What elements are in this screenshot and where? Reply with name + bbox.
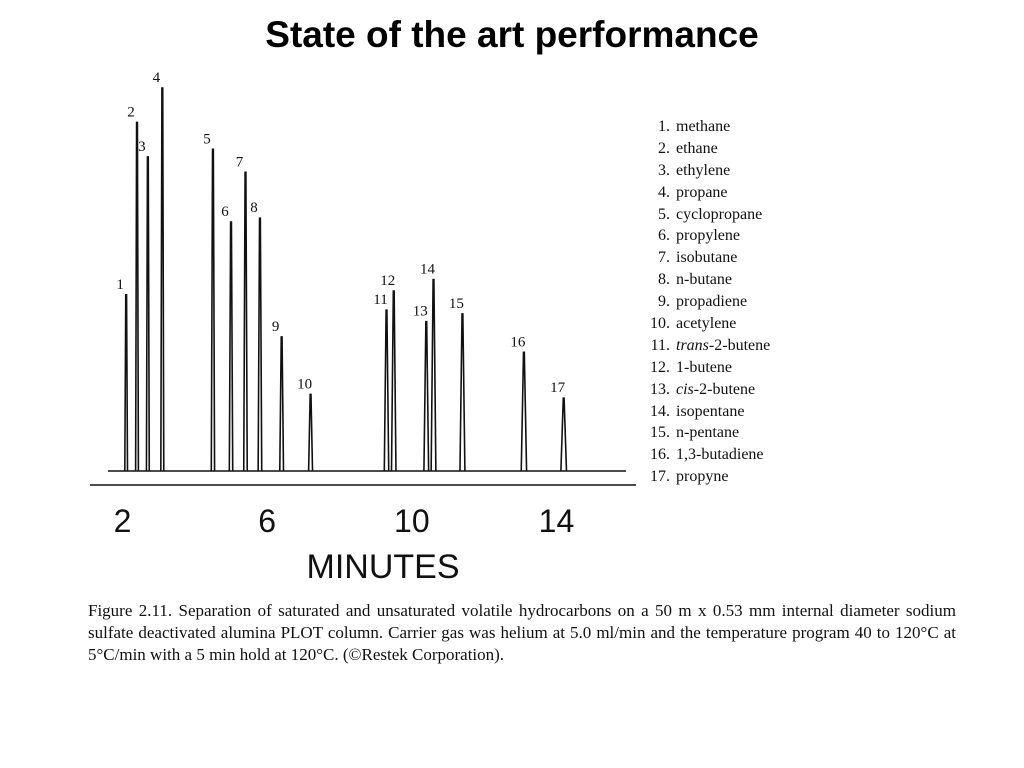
peak-12	[391, 291, 395, 471]
peak-label-5: 5	[203, 131, 211, 148]
peak-16	[521, 352, 526, 471]
legend-item-number: 12.	[650, 358, 670, 376]
legend-item	[640, 379, 770, 401]
peak-label-8: 8	[250, 200, 258, 217]
peak-17	[561, 398, 567, 471]
peak-label-4: 4	[152, 70, 161, 86]
x-tick-label-2: 2	[113, 503, 132, 539]
legend-item-name: cyclopropane	[676, 205, 763, 223]
peak-9	[280, 337, 284, 471]
legend-item-name: propadiene	[676, 293, 748, 311]
legend-item	[640, 444, 770, 466]
legend-item-number: 9.	[658, 293, 670, 311]
x-axis-title: MINUTES	[306, 548, 460, 586]
peak-6	[229, 222, 232, 471]
legend-item-number: 13.	[650, 380, 670, 398]
legend-item	[640, 422, 770, 444]
legend-item-number: 2.	[658, 139, 670, 157]
legend-item	[640, 182, 770, 204]
legend-item-number: 8.	[658, 271, 670, 289]
legend-item-name: acetylene	[676, 315, 737, 333]
peak-15	[460, 314, 465, 471]
peaks-layer	[125, 88, 567, 471]
legend-item	[640, 204, 770, 226]
peak-13	[424, 322, 429, 471]
legend-item-number: 10.	[650, 315, 670, 333]
legend-item-name: propylene	[676, 227, 740, 245]
peak-label-15: 15	[448, 295, 464, 312]
legend-item-name: 1-butene	[676, 358, 732, 376]
legend-item	[640, 291, 770, 313]
legend-item-name: n-pentane	[676, 424, 740, 442]
legend-item-name: ethylene	[676, 161, 731, 179]
legend-item-name: -2-butene	[708, 336, 771, 354]
figure-caption: Figure 2.11. Separation of saturated and unsaturated volatile hydrocarbons on a 50 m x 0.53 mm internal diameter sodium sulfate deactivated alumina PLOT column. Carrier gas was helium at 5.0 ml/min and the temperature program 40 to 120°C at 5°C/min with a 5 min hold at 120°C. (©Restek Corporation).	[88, 601, 956, 664]
peak-11	[384, 310, 388, 471]
legend-item	[640, 247, 770, 269]
peak-label-12: 12	[380, 272, 396, 289]
peak-2	[136, 122, 139, 471]
legend-item	[640, 225, 770, 247]
peak-label-11: 11	[373, 292, 388, 309]
legend-item-number: 7.	[658, 249, 670, 267]
legend-item-number: 11.	[650, 336, 670, 354]
legend-item-number: 17.	[650, 468, 670, 486]
peak-label-9: 9	[271, 318, 280, 335]
legend-item-name: isopentane	[676, 402, 745, 420]
peak-3	[146, 157, 149, 471]
legend-item-prefix: trans	[676, 336, 709, 354]
x-tick-labels	[114, 503, 575, 539]
peak-label-10: 10	[297, 376, 313, 393]
legend-item	[640, 160, 770, 182]
peak-label-16: 16	[510, 334, 526, 351]
peak-label-17: 17	[550, 380, 566, 397]
legend-item-number: 4.	[658, 183, 670, 201]
slide-title: State of the art performance	[265, 14, 759, 55]
legend-item	[640, 335, 770, 357]
peak-label-13: 13	[412, 303, 428, 320]
peak-1	[125, 295, 128, 471]
peak-7	[244, 172, 247, 471]
peak-label-1: 1	[116, 276, 124, 293]
legend-item	[640, 401, 770, 423]
peak-label-14: 14	[420, 261, 436, 278]
peak-label-6: 6	[221, 204, 229, 221]
peak-14	[431, 280, 436, 472]
legend-item-name: n-butane	[676, 271, 732, 289]
legend-item-name: isobutane	[676, 249, 738, 267]
legend-item	[640, 313, 770, 335]
legend-item-number: 3.	[658, 161, 670, 179]
legend-item-name: 1,3-butadiene	[676, 446, 764, 464]
legend-item-number: 16.	[650, 446, 670, 464]
peak-label-7: 7	[235, 154, 244, 171]
peak-5	[211, 149, 214, 471]
legend-item-name: -2-butene	[693, 380, 756, 398]
x-tick-label-14: 14	[538, 503, 575, 539]
legend-item-name: methane	[676, 118, 731, 135]
peak-10	[309, 394, 313, 471]
legend-item-number: 14.	[650, 402, 670, 420]
legend-item	[640, 269, 770, 291]
legend-item	[640, 116, 770, 138]
peak-4	[161, 88, 164, 471]
legend-item-prefix: cis	[676, 380, 694, 398]
peak-labels-layer	[116, 70, 565, 396]
compound-legend	[640, 116, 770, 488]
peak-8	[258, 218, 262, 471]
legend-item-number: 5.	[658, 205, 670, 223]
legend-item	[640, 466, 770, 488]
legend-item	[640, 138, 770, 160]
peak-label-2: 2	[127, 104, 135, 121]
legend-item-name: ethane	[676, 139, 718, 157]
legend-item-number: 6.	[658, 227, 670, 245]
legend-item-name: propane	[676, 183, 728, 201]
peak-label-3: 3	[138, 138, 146, 155]
legend-item	[640, 357, 770, 379]
legend-item-number: 15.	[650, 424, 670, 442]
x-tick-label-6: 6	[258, 503, 277, 539]
legend-item-name: propyne	[676, 468, 729, 486]
x-tick-label-10: 10	[394, 503, 430, 539]
legend-item-number: 1.	[658, 118, 670, 135]
